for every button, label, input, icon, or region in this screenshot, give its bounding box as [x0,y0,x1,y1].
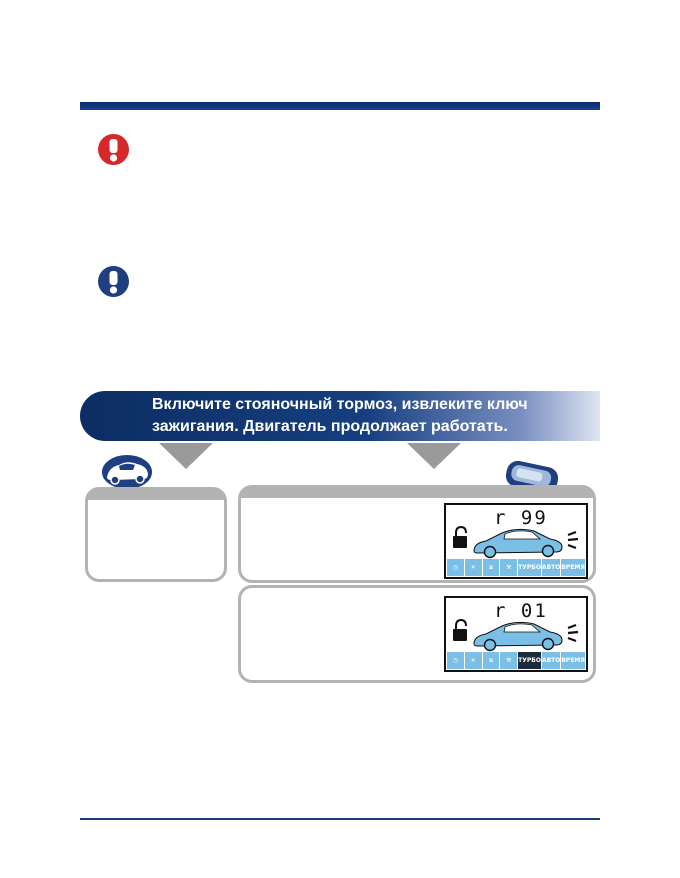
lcd-time-label: ВРЕМЯ [560,652,585,669]
lcd-counter: r 99 [494,507,548,529]
car-badge-icon [99,452,155,492]
lcd-car-graphic [450,614,586,654]
remote-panel-top [238,485,596,583]
remote-panel-bottom [238,585,596,683]
lcd-time-label: ВРЕМЯ [560,559,585,576]
remote-panel-header [241,488,593,498]
lcd-turbo-label: ТУРБО [517,559,541,576]
header-rule [80,102,600,110]
lcd-turbo-label-active: ТУРБО [517,652,541,669]
lcd-auto-label: АВТО [541,559,560,576]
instruction-text [152,394,592,438]
arrow-down-left-icon [159,443,213,469]
arrow-down-right-icon [407,443,461,469]
instruction-line-1: Включите стояночный тормоз, извлеките ключ [152,396,528,413]
lcd-counter: r 01 [494,600,548,622]
footer-rule [80,818,600,820]
alarm-panel [85,487,227,582]
warning-red-icon [97,133,130,166]
heater-icon: ≋ [482,652,500,669]
wrench-icon: ⚒ [499,559,517,576]
lcd-function-strip [447,559,585,576]
fan-icon: ✕ [464,559,482,576]
lcd-display-bottom [444,596,588,672]
clock-icon: ◷ [452,564,459,571]
lcd-auto-label: АВТО [541,652,560,669]
heater-icon: ≋ [482,559,500,576]
lcd-car-graphic [450,521,586,561]
lcd-function-strip [447,652,585,669]
lcd-display-top [444,503,588,579]
clock-icon: ◷ [452,657,459,664]
warning-blue-icon [97,265,130,298]
alarm-panel-header [88,490,224,500]
fan-icon: ✕ [464,652,482,669]
instruction-line-2: зажигания. Двигатель продолжает работать. [152,418,508,435]
wrench-icon: ⚒ [499,652,517,669]
